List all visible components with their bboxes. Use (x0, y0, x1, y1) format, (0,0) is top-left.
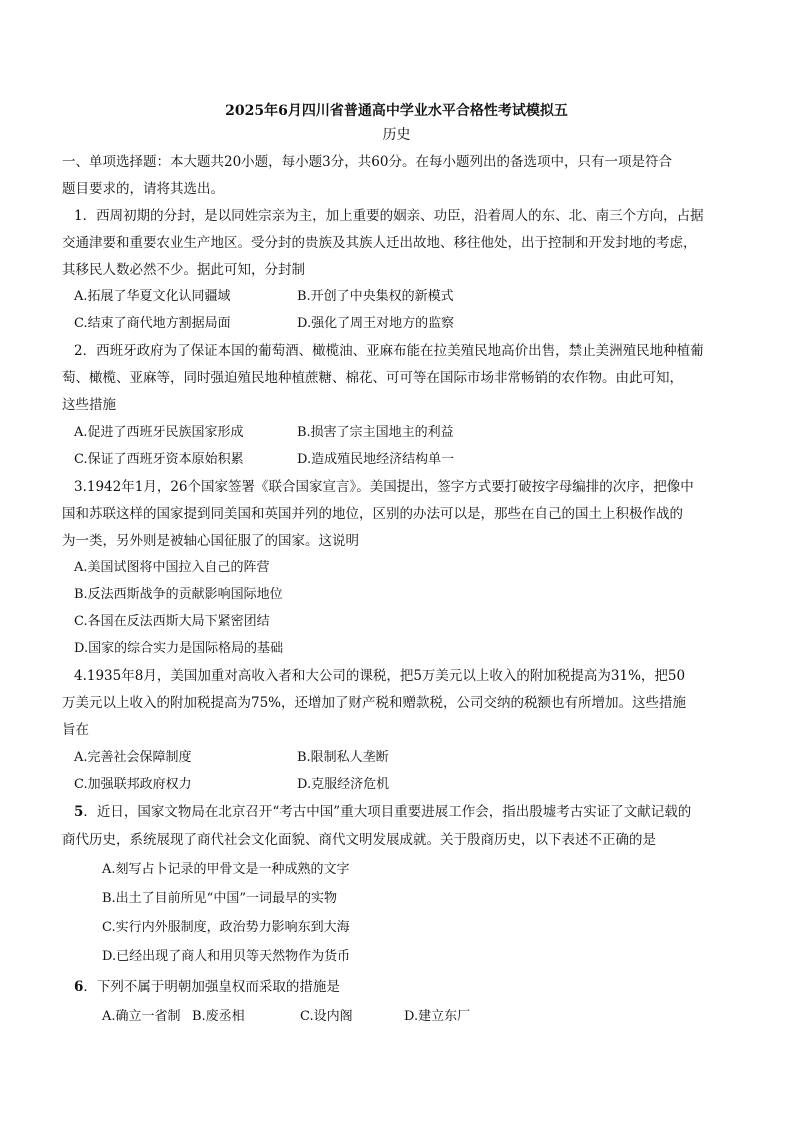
section-intro-cont: 题目要求的，请将其选出。 (62, 181, 224, 197)
q4-option-b: B.限制私人垄断 (297, 750, 389, 765)
q3-option-d: D.国家的综合实力是国际格局的基础 (74, 641, 284, 656)
q3-option-b: B.反法西斯战争的贡献影响国际地位 (74, 587, 283, 602)
q1-option-d: D.强化了周王对地方的监察 (297, 316, 455, 331)
question-4-text-cont: 万美元以上收入的附加税提高为75%，还增加了财产税和赠款税，公司交纳的税额也有所增加。这些措施 (62, 695, 687, 711)
question-5-text (74, 803, 691, 821)
q6-option-c: C.设内阁 (300, 1009, 353, 1024)
q5-option-c: C.实行内外服制度，政治势力影响东到大海 (102, 920, 350, 935)
q1-option-a: A.拓展了华夏文化认同疆域 (74, 289, 231, 304)
question-2-text: 2．西班牙政府为了保证本国的葡萄酒、橄榄油、亚麻布能在拉美殖民地高价出售，禁止美洲殖民地种植葡 (74, 343, 704, 359)
question-2-text-end: 这些措施 (62, 397, 116, 413)
q1-option-c: C.结束了商代地方割据局面 (74, 316, 231, 331)
question-1-text-cont: 交通津要和重要农业生产地区。受分封的贵族及其族人迁出故地、移往他处，出于控制和开发封地的考虑， (62, 235, 697, 251)
question-6-number: 6 (74, 979, 84, 995)
question-3-text: 3.1942年1月，26个国家签署《联合国家宣言》。美国提出，签字方式要打破按字母编排的次序，把像中 (74, 479, 694, 495)
q4-option-d: D.克服经济危机 (297, 777, 390, 792)
question-4-text-end: 旨在 (62, 722, 89, 738)
q5-option-d: D.已经出现了商人和用贝等天然物作为货币 (102, 949, 351, 964)
q5-option-a: A.刻写占卜记录的甲骨文是一种成熟的文字 (102, 862, 350, 877)
question-6-stem: ．下列不属于明朝加强皇权而采取的措施是 (83, 979, 340, 995)
question-3-text-cont: 国和苏联这样的国家提到同美国和英国并列的地位，区别的办法可以是，那些在自己的国土上积极作战的 (62, 506, 683, 522)
q6-option-b: B.废丞相 (192, 1009, 245, 1024)
q4-option-c: C.加强联邦政府权力 (74, 777, 192, 792)
q6-option-d: D.建立东厂 (404, 1009, 471, 1024)
q4-option-a: A.完善社会保障制度 (74, 750, 192, 765)
subject-title: 历史 (382, 127, 411, 143)
q6-option-a: A.确立一省制 (102, 1009, 181, 1024)
question-5-number: 5 (74, 804, 84, 820)
q3-option-c: C.各国在反法西斯大局下紧密团结 (74, 614, 270, 629)
question-4-text: 4.1935年8月，美国加重对高收入者和大公司的课税，把5万美元以上收入的附加税提高为31%，把50 (74, 668, 686, 684)
q6-options (102, 1008, 470, 1026)
q2-option-b: B.损害了宗主国地主的利益 (297, 425, 454, 440)
q3-option-a: A.美国试图将中国拉入自己的阵营 (74, 560, 270, 575)
exam-title: 2025年6月四川省普通高中学业水平合格性考试模拟五 (225, 103, 568, 119)
q2-option-a: A.促进了西班牙民族国家形成 (74, 425, 244, 440)
question-3-text-end: 为一类，另外则是被轴心国征服了的国家。这说明 (62, 533, 359, 549)
q1-option-b: B.开创了中央集权的新模式 (297, 289, 454, 304)
q2-option-c: C.保证了西班牙资本原始积累 (74, 452, 244, 467)
question-5-text-cont: 商代历史，系统展现了商代社会文化面貌、商代文明发展成就。关于殷商历史，以下表述不正确的是 (62, 832, 656, 848)
section-intro: 一、单项选择题：本大题共20小题，每小题3分，共60分。在每小题列出的备选项中，只有一项是符合 (62, 154, 672, 170)
q2-option-d: D.造成殖民地经济结构单一 (297, 452, 455, 467)
q5-option-b: B.出土了目前所见“中国”一词最早的实物 (102, 891, 337, 906)
question-1-text: 1．西周初期的分封，是以同姓宗亲为主，加上重要的姻亲、功臣，沿着周人的东、北、南三个方向，占据 (74, 208, 704, 224)
question-6-text (74, 978, 340, 996)
question-1-text-end: 其移民人数必然不少。据此可知，分封制 (62, 262, 305, 278)
question-2-text-cont: 萄、橄榄、亚麻等，同时强迫殖民地种植蔗糖、棉花、可可等在国际市场非常畅销的农作物。由此可知， (62, 370, 683, 386)
question-5-stem: ．近日，国家文物局在北京召开“考古中国”重大项目重要进展工作会，指出殷墟考古实证了文献记载的 (83, 804, 692, 820)
